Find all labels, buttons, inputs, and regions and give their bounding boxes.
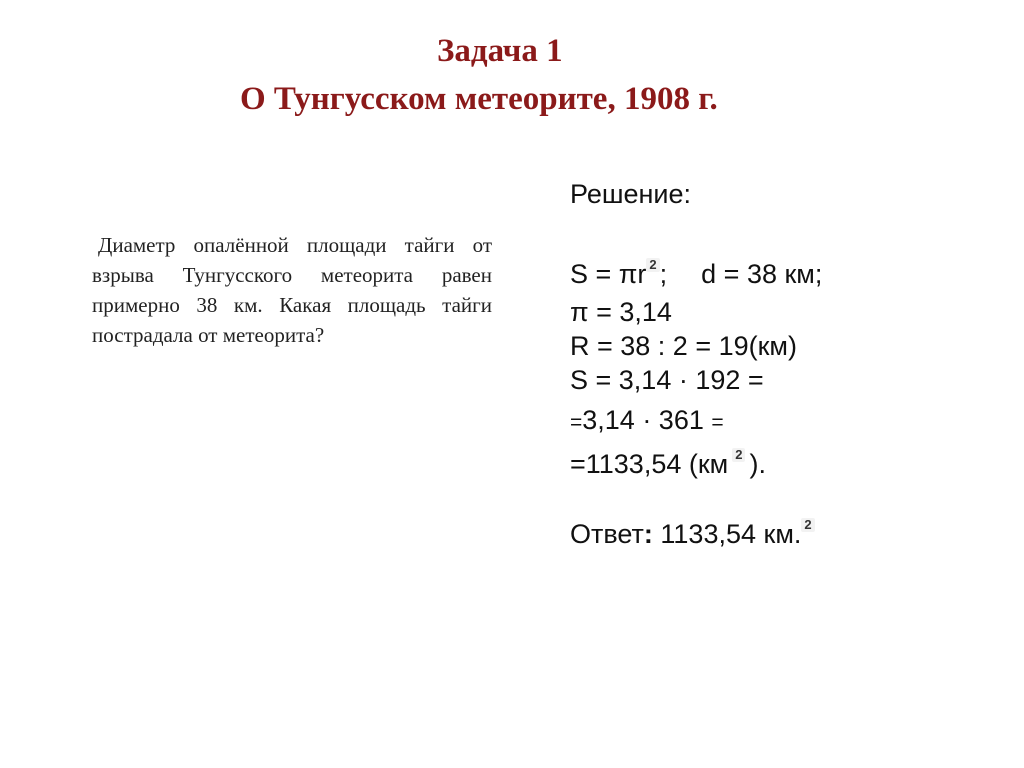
- result-exponent: 2: [732, 448, 745, 462]
- answer-line: [570, 518, 815, 550]
- task-topic-heading: О Тунгусском метеорите, 1908 г.: [240, 81, 718, 117]
- calculation-line: [570, 404, 724, 439]
- formula-exponent: 2: [646, 258, 659, 272]
- calc-expression: 3,14 · 361: [582, 405, 704, 435]
- result-value: =1133,54 (км: [570, 449, 729, 479]
- pi-line: π = 3,14: [570, 297, 672, 327]
- calc-equals-right: =: [711, 411, 724, 434]
- formula-line: [570, 258, 822, 290]
- radius-line: R = 38 : 2 = 19(км): [570, 331, 797, 361]
- formula-separator: ;: [659, 259, 668, 289]
- area-formula: S = πr: [570, 259, 647, 289]
- calc-equals-left: =: [570, 411, 583, 434]
- answer-exponent: 2: [801, 518, 814, 532]
- answer-value: 1133,54 км.: [652, 519, 802, 549]
- area-substitution-line: S = 3,14 · 192 =: [570, 365, 764, 395]
- problem-statement: Диаметр опалённой площади тайги от взрыва Тунгусского метеорита равен примерно 38 км. Какая площадь тайги пострадала от метеорита?: [92, 233, 492, 347]
- result-line: [570, 448, 766, 480]
- answer-label: Ответ: [570, 519, 644, 549]
- result-suffix: ).: [749, 449, 766, 479]
- answer-colon: :: [643, 519, 653, 549]
- task-number-heading: Задача 1: [437, 33, 563, 69]
- solution-heading: Решение:: [570, 179, 692, 209]
- diameter-value: d = 38 км;: [701, 259, 823, 289]
